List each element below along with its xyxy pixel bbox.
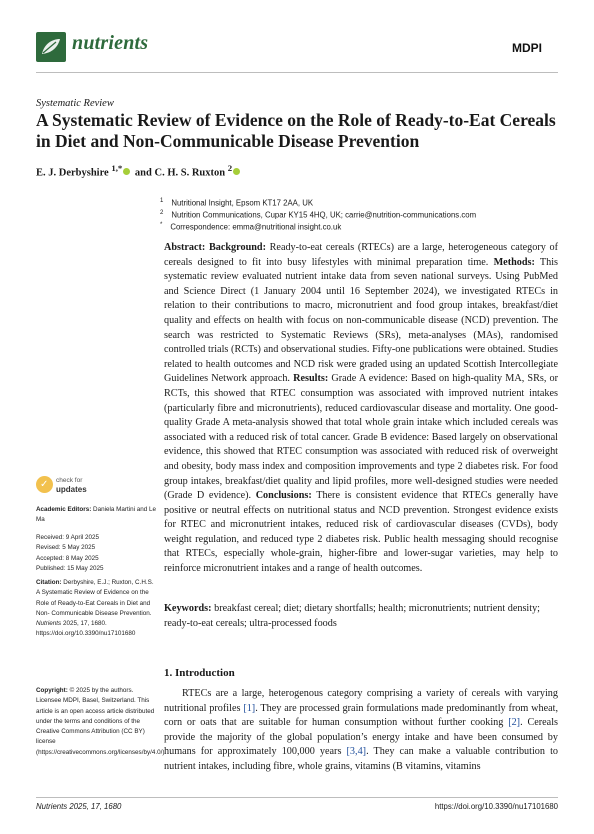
- author-1-affil: 1,*: [111, 163, 123, 173]
- orcid-icon[interactable]: [123, 168, 130, 175]
- footer-divider: [36, 797, 558, 798]
- orcid-icon[interactable]: [233, 168, 240, 175]
- journal-logo-icon: [36, 32, 66, 62]
- abstract: Abstract: Background: Ready-to-eat cereals (RTECs) are a large, heterogeneous category of cereals designed to fit into busy lifestyles with minimal preparation time. Methods: This systematic review evaluated nutrient intake data from seven national surveys. Using PubMed and Science Direct (1 January 2004 until 16 September 2024), we investigated RTECs in relation to their contributions to macro, micronutrient and food group intakes, breakfast/diet quality and effects on health with focus on non-communicable disease (NCD) prevention. The search was restricted to Systematic Reviews (SRs), meta-analyses (MAs), randomised controlled trials (RCTs) and observational studies. Fifty-one publications were obtained. Studies related to health outcomes and NCD risk were graded using an updated Scottish Intercollegiate Guidelines Network approach. Results: Grade A evidence: Based on high-quality MA, SRs, or RCTs, this showed that RTEC consumption was associated with improved nutrient intakes (particularly fibre and micronutrients), reduced cardiovascular disease and mortality. One good-quality Grade A meta-analysis showed that total whole grain intake which included cereals was associated with a reduced risk of total cancer. Grade B evidence: Based largely on observational evidence, this showed that RTEC consumption was associated with reduced risk of overweight and obesity, body mass index and composition improvements and type 2 diabetes risk. For food group intakes, breakfast/diet quality and lipid profiles, more well-designed studies were needed (Grade D evidence). Conclusions: There is consistent evidence that RTECs generally have positive or neutral effects on nutritional status and NCD prevention. Strongest evidence exists for RTEC and micronutrient intakes, reduced risk of cardiovascular diseases (CVDs), body weight regulation, and reduced type 2 diabetes risk. Public health messaging should recognise that RTECs, especially whole-grain, higher-fibre and lower-sugar varieties, may help to reinforce micronutrient intakes and a range of health outcomes.: [164, 242, 559, 575]
- author-1[interactable]: E. J. Derbyshire: [36, 167, 109, 179]
- correspondence: * Correspondence: emma@nutritional insight.co.uk: [160, 222, 342, 232]
- footer-doi[interactable]: https://doi.org/10.3390/nu17101680: [434, 802, 558, 811]
- citation: Citation: Derbyshire, E.J.; Ruxton, C.H.S. A Systematic Review of Evidence on the Role of Ready-to-Eat Cereals in Diet and Non- Communicable Disease Prevention. Nutrients 2025, 17, 1680. https://doi.org/10.3390/nu17101680: [36, 579, 154, 638]
- updates-label-2[interactable]: updates: [56, 485, 87, 494]
- footer-journal-ref: Nutrients 2025, 17, 1680: [36, 802, 122, 811]
- copyright: Copyright: © 2025 by the authors. Licensee MDPI, Basel, Switzerland. This article is an open access article distributed under the terms and conditions of the Creative Commons Attribution (CC BY) license (https://creativecommons.org/licenses/by/4.0/).: [36, 687, 167, 756]
- article-type: Systematic Review: [36, 98, 114, 109]
- intro-paragraph: RTECs are a large, heterogenous category comprising a variety of cereals with varying nutritional profiles [1]. They are processed grain formulations made predominantly from wheat, corn or oats that are suitable for human consumption without further cooking [2]. Cereals provide the majority of the global population’s energy intake and have been consumed by humans for approximately 100,000 years [3,4]. They can make a valuable contribution to nutrient intakes, including fibre, whole grains, vitamins (B vitamins, vitamins: [164, 688, 559, 772]
- journal-name: nutrients: [72, 32, 149, 54]
- header-divider: [36, 72, 558, 73]
- author-line: [36, 163, 242, 179]
- history-dates: Received: 9 April 2025 Revised: 5 May 2025 Accepted: 8 May 2025 Published: 15 May 2025: [36, 534, 104, 572]
- publisher-logo: MDPI: [512, 41, 542, 55]
- checkmark-icon: ✓: [40, 479, 49, 490]
- academic-editors: Academic Editors: Daniela Martini and Le Ma: [36, 506, 157, 524]
- ref-link[interactable]: [1]: [243, 702, 256, 714]
- author-2-affil: 2: [227, 163, 233, 173]
- ref-link[interactable]: [2]: [508, 717, 521, 729]
- author-2[interactable]: C. H. S. Ruxton: [154, 167, 226, 179]
- updates-label-1[interactable]: check for: [56, 477, 83, 484]
- affiliation-1: $^1$ Nutritional Insight, Epsom KT17 2AA, UK: [160, 198, 314, 208]
- keywords: Keywords: breakfast cereal; diet; dietary shortfalls; health; micronutrients; nutrient density; ready-to-eat cereals; ultra-processed foods: [164, 603, 540, 629]
- author-and: and: [134, 167, 152, 179]
- section-heading: 1. Introduction: [164, 667, 235, 679]
- affiliation-2: $^2$ Nutrition Communications, Cupar KY15 4HQ, UK; carrie@nutrition-communications.com: [160, 210, 477, 220]
- ref-link[interactable]: [3,4]: [346, 746, 367, 758]
- article-title: A Systematic Review of Evidence on the Role of Ready-to-Eat Cereals in Diet and Non-Communicable Disease Prevention: [36, 110, 556, 151]
